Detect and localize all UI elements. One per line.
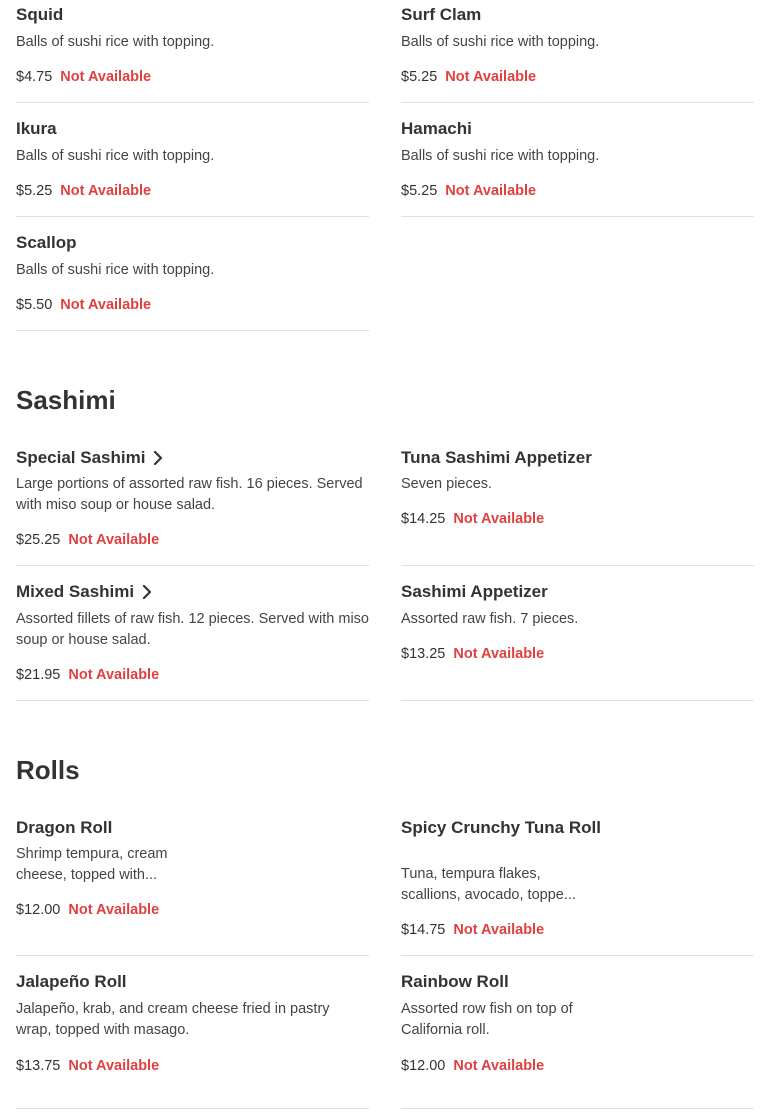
availability-badge: Not Available [453,1058,545,1074]
price-row [401,67,536,87]
item-name: Scallop [16,233,77,252]
price-row [401,181,536,201]
menu-item-mixed-sashimi[interactable] [16,582,369,701]
menu-item-tuna-sashimi-appetizer[interactable] [401,448,754,566]
chevron-right-icon[interactable] [153,451,163,465]
availability-badge: Not Available [68,902,160,918]
price-row [401,644,544,664]
item-price: $4.75 [16,69,53,85]
price-row [16,900,159,920]
item-description: Balls of sushi rice with topping. [16,262,215,278]
item-price: $14.75 [401,922,446,938]
item-price: $13.75 [16,1058,61,1074]
item-name: Jalapeño Roll [16,972,127,991]
chevron-right-icon[interactable] [142,585,152,599]
item-name-text: Mixed Sashimi [16,582,135,601]
item-price: $5.25 [401,69,438,85]
item-price: $25.25 [16,532,61,548]
price-row [401,1056,544,1076]
availability-badge: Not Available [68,1058,160,1074]
menu-item-spicy-crunchy-tuna-roll[interactable] [401,818,754,956]
availability-badge: Not Available [453,922,545,938]
menu-item-jalapeno-roll[interactable] [16,972,369,1109]
section-heading-rolls: Rolls [16,755,80,785]
item-price: $5.25 [16,183,53,199]
menu-item-rainbow-roll[interactable] [401,972,754,1109]
menu-item-sashimi-appetizer[interactable] [401,582,754,701]
menu-item-hamachi[interactable] [401,119,754,217]
item-price: $5.25 [401,183,438,199]
item-description: Balls of sushi rice with topping. [16,148,215,164]
item-price: $12.00 [16,902,61,918]
menu-item-ikura[interactable] [16,119,369,217]
item-name: Squid [16,5,64,24]
availability-badge: Not Available [60,297,152,313]
item-description: Assorted fillets of raw fish. 12 pieces. Served with miso soup or house salad. [16,611,369,648]
menu-item-dragon-roll[interactable] [16,818,369,956]
item-name-text: Special Sashimi [16,448,146,467]
availability-badge: Not Available [60,183,152,199]
price-row [401,509,544,529]
item-description: Balls of sushi rice with topping. [16,34,215,50]
item-name: Spicy Crunchy Tuna Roll [401,818,601,837]
item-name [16,448,163,467]
item-description: Seven pieces. [401,476,493,492]
price-row [16,67,151,87]
price-row [16,295,151,315]
item-name: Hamachi [401,119,472,138]
availability-badge: Not Available [445,183,537,199]
menu-item-surf-clam[interactable] [401,5,754,103]
availability-badge: Not Available [60,69,152,85]
availability-badge: Not Available [68,532,160,548]
item-price: $5.50 [16,297,53,313]
item-name [16,582,152,601]
price-row [16,1056,159,1076]
item-description: Shrimp tempura, cream cheese, topped with... [16,846,168,883]
item-price: $14.25 [401,511,446,527]
item-name: Ikura [16,119,57,138]
menu-item-special-sashimi[interactable] [16,448,369,566]
availability-badge: Not Available [453,511,545,527]
item-name: Sashimi Appetizer [401,582,548,601]
item-price: $12.00 [401,1058,446,1074]
item-name: Dragon Roll [16,818,113,837]
item-price: $21.95 [16,667,61,683]
item-description: Tuna, tempura flakes, scallions, avocado, toppe... [401,866,576,903]
price-row [16,665,159,685]
item-description: Balls of sushi rice with topping. [401,34,600,50]
availability-badge: Not Available [445,69,537,85]
menu-item-scallop[interactable] [16,233,369,331]
price-row [16,181,151,201]
item-price: $13.25 [401,646,446,662]
item-name: Surf Clam [401,5,482,24]
item-description: Assorted raw fish. 7 pieces. [401,611,579,627]
item-description: Jalapeño, krab, and cream cheese fried in pastry wrap, topped with masago. [16,1001,330,1038]
availability-badge: Not Available [68,667,160,683]
item-name: Tuna Sashimi Appetizer [401,448,592,467]
item-name: Rainbow Roll [401,972,509,991]
item-description: Large portions of assorted raw fish. 16 pieces. Served with miso soup or house salad. [16,476,363,513]
section-heading-sashimi: Sashimi [16,385,116,415]
availability-badge: Not Available [453,646,545,662]
price-row [401,920,544,940]
price-row [16,530,159,550]
menu-item-squid[interactable] [16,5,369,103]
item-description: Balls of sushi rice with topping. [401,148,600,164]
item-description: Assorted row fish on top of California roll. [401,1001,573,1038]
